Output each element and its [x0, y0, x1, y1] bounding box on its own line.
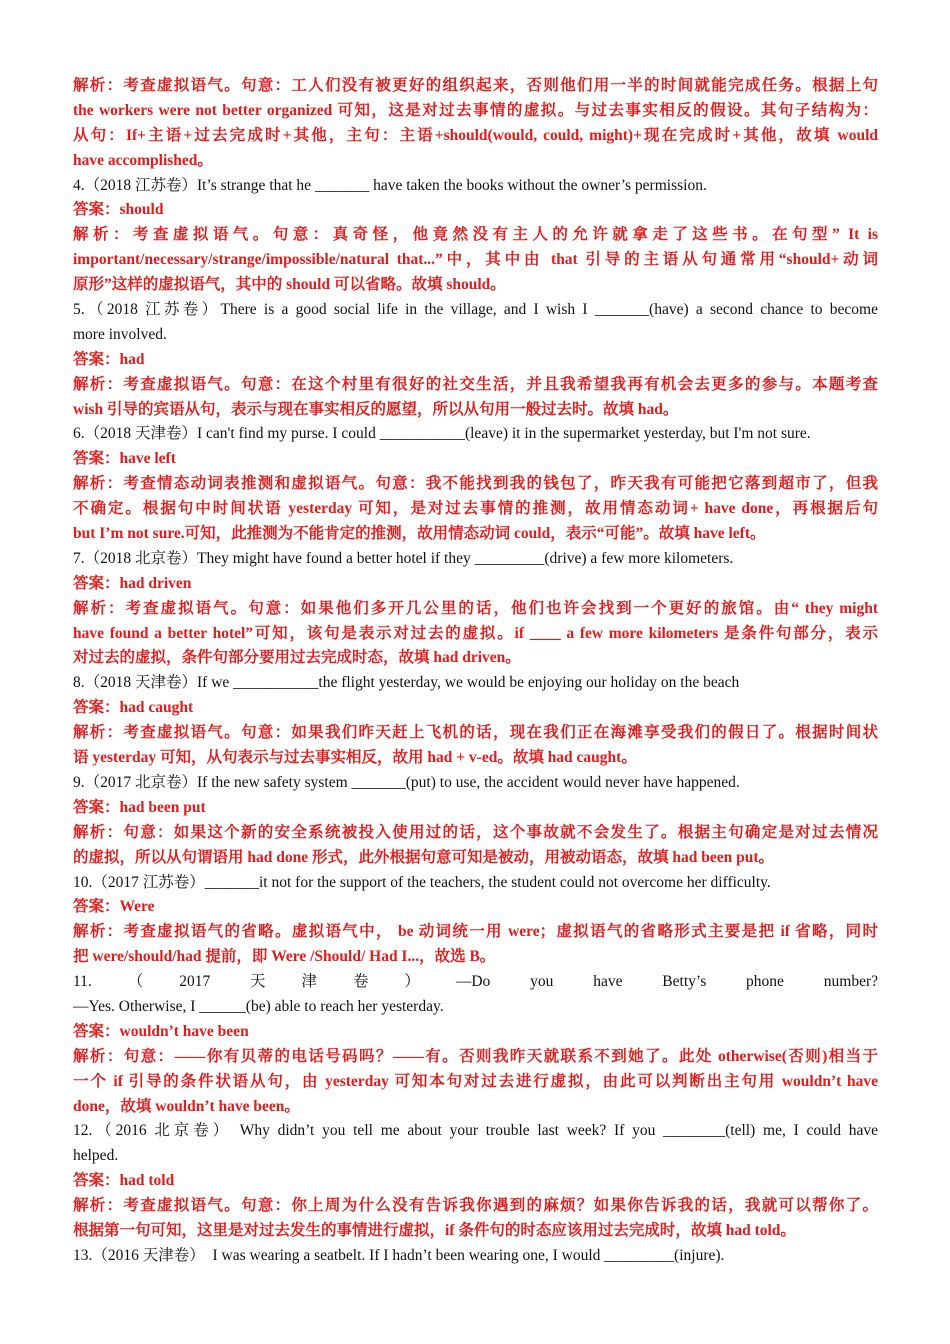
question-line: 7.（2018 北京卷）They might have found a better hotel if they _________(drive) a few more kilometers.: [73, 549, 734, 567]
analysis-line: 解析：考查虚拟语气。句意：在这个村里有很好的社交生活，并且我希望我再有机会去更多的参与。本题考查: [73, 375, 878, 393]
answer-block: [73, 895, 878, 920]
answer-line: 答案：have left: [73, 450, 176, 468]
analysis-line: the workers were not better organized 可知，这是对过去事情的虚拟。与过去事实相反的假设。其句子结构为：: [73, 101, 878, 119]
question-line: helped.: [73, 1147, 119, 1165]
analysis-block: [73, 821, 878, 871]
answer-block: [73, 796, 878, 821]
question-line: —Yes. Otherwise, I ______(be) able to reach her yesterday.: [73, 997, 444, 1015]
answer-block: [73, 198, 878, 223]
analysis-line: done，故填 wouldn’t have been。: [73, 1097, 300, 1115]
answer-line: 答案：had been put: [73, 798, 206, 816]
question-line: 13.（2016 天津卷） I was wearing a seatbelt. If I hadn’t been wearing one, I would _________(injure).: [73, 1246, 725, 1264]
question-line: 5.（2018 江苏卷）There is a good social life in the village, and I wish I _______(have) a second chance to become: [73, 301, 878, 319]
question-line: 8.（2018 天津卷）If we ___________the flight yesterday, we would be enjoying our holiday on the beach: [73, 674, 740, 692]
analysis-block: [73, 920, 878, 970]
question-block: [73, 970, 878, 1020]
answer-block: [73, 572, 878, 597]
question-block: [73, 1244, 878, 1269]
answer-block: [73, 1020, 878, 1045]
analysis-line: 解析：考查虚拟语气。句意：真奇怪，他竟然没有主人的允许就拿走了这些书。在句型” It is: [73, 226, 878, 244]
analysis-block: [73, 597, 878, 672]
analysis-line: 语 yesterday 可知，从句表示与过去事实相反，故用 had + v-ed。故填 had caught。: [73, 749, 637, 767]
analysis-line: have accomplished。: [73, 151, 213, 169]
analysis-block: [73, 472, 878, 547]
question-block: [73, 771, 878, 796]
analysis-line: 一个 if 引导的条件状语从句，由 yesterday 可知本句对过去进行虚拟，由此可以判断出主句用 wouldn’t have: [73, 1072, 878, 1090]
analysis-line: 解析：考查虚拟语气。句意：如果他们多开几公里的话，他们也许会找到一个更好的旅馆。由“ they might: [73, 599, 878, 617]
question-block: [73, 298, 878, 348]
analysis-line: 的虚拟，所以从句谓语用 had done 形式，此外根据句意可知是被动，用被动语态，故填 had been put。: [73, 848, 775, 866]
analysis-line: but I’m not sure.可知，此推测为不能肯定的推测，故用情态动词 could，表示“可能”。故填 have left。: [73, 525, 766, 543]
answer-line: 答案：wouldn’t have been: [73, 1022, 249, 1040]
answer-line: 答案：Were: [73, 898, 155, 916]
question-block: [73, 174, 878, 199]
analysis-line: wish 引导的宾语从句，表示与现在事实相反的愿望，所以从句用一般过去时。故填 had。: [73, 400, 679, 418]
answer-block: [73, 447, 878, 472]
answer-line: 答案：had: [73, 350, 145, 368]
question-line: 11.（2017 天津卷）—Do you have Betty’s phone number?: [73, 973, 878, 991]
answer-line: 答案：had caught: [73, 699, 194, 717]
analysis-block: [73, 223, 878, 298]
question-line: 9.（2017 北京卷）If the new safety system _______(put) to use, the accident would never have happened.: [73, 773, 740, 791]
answer-line: 答案：had told: [73, 1172, 175, 1190]
question-block: [73, 671, 878, 696]
analysis-line: 不确定。根据句中时间状语 yesterday 可知，是对过去事情的推测，故用情态动词+ have done，再根据后句: [73, 500, 878, 518]
answer-block: [73, 696, 878, 721]
question-line: 12.（2016 北京卷） Why didn’t you tell me about your trouble last week? If you ________(tell) me, I could have: [73, 1122, 878, 1140]
analysis-line: 解析：考查虚拟语气。句意：你上周为什么没有告诉我你遇到的麻烦？如果你告诉我的话，我就可以帮你了。: [73, 1197, 878, 1215]
analysis-line: 把 were/should/had 提前，即 Were /Should/ Had I...，故选 B。: [73, 948, 496, 966]
analysis-block: [73, 1045, 878, 1120]
question-line: more involved.: [73, 325, 167, 343]
analysis-line: 解析：考查虚拟语气。句意：如果我们昨天赶上飞机的话，现在我们正在海滩享受我们的假日了。根据时间状: [73, 724, 878, 742]
question-block: [73, 422, 878, 447]
question-line: 6.（2018 天津卷）I can't find my purse. I could ___________(leave) it in the supermarket yesterday, but I'm not sure.: [73, 425, 811, 443]
analysis-line: 解析：考查虚拟语气。句意：工人们没有被更好的组织起来，否则他们用一半的时间就能完成任务。根据上句: [73, 77, 878, 94]
answer-line: 答案：should: [73, 201, 164, 219]
analysis-block: [73, 1194, 878, 1244]
analysis-line: 根据第一句可知，这里是对过去发生的事情进行虚拟，if 条件句的时态应该用过去完成时，故填 had told。: [73, 1221, 796, 1239]
analysis-line: 解析：考查虚拟语气的省略。虚拟语气中， be 动词统一用 were；虚拟语气的省略形式主要是把 if 省略，同时: [73, 923, 878, 941]
analysis-line: 解析：考查情态动词表推测和虚拟语气。句意：我不能找到我的钱包了，昨天我有可能把它落到超市了，但我: [73, 475, 878, 493]
analysis-line: 解析：句意：如果这个新的安全系统被投入使用过的话，这个事故就不会发生了。根据主句确定是对过去情况: [73, 823, 878, 841]
document-page: [73, 74, 878, 1269]
analysis-block: [73, 721, 878, 771]
analysis-line: 解析：句意：——你有贝蒂的电话号码吗？——有。否则我昨天就联系不到她了。此处 otherwise(否则)相当于: [73, 1047, 878, 1065]
analysis-block: [73, 373, 878, 423]
analysis-line: 从句：If+主语+过去完成时+其他，主句：主语+should(would, could, might)+现在完成时+其他，故填 would: [73, 126, 878, 144]
analysis-line: 原形”这样的虚拟语气，其中的 should 可以省略。故填 should。: [73, 276, 506, 294]
question-line: 4.（2018 江苏卷）It’s strange that he _______ have taken the books without the owner’s permission.: [73, 176, 707, 194]
question-block: [73, 871, 878, 896]
analysis-line: 对过去的虚拟，条件句部分要用过去完成时态，故填 had driven。: [73, 649, 521, 667]
answer-line: 答案：had driven: [73, 574, 192, 592]
analysis-block: [73, 74, 878, 174]
answer-block: [73, 1169, 878, 1194]
question-line: 10.（2017 江苏卷）_______it not for the support of the teachers, the student could not overcome her difficulty.: [73, 873, 771, 891]
question-block: [73, 547, 878, 572]
question-block: [73, 1119, 878, 1169]
analysis-line: have found a better hotel”可知，该句是表示对过去的虚拟。if ____ a few more kilometers 是条件句部分，表示: [73, 624, 878, 642]
answer-block: [73, 348, 878, 373]
analysis-line: important/necessary/strange/impossible/natural that...”中，其中由 that 引导的主语从句通常用“should+动词: [73, 251, 878, 269]
